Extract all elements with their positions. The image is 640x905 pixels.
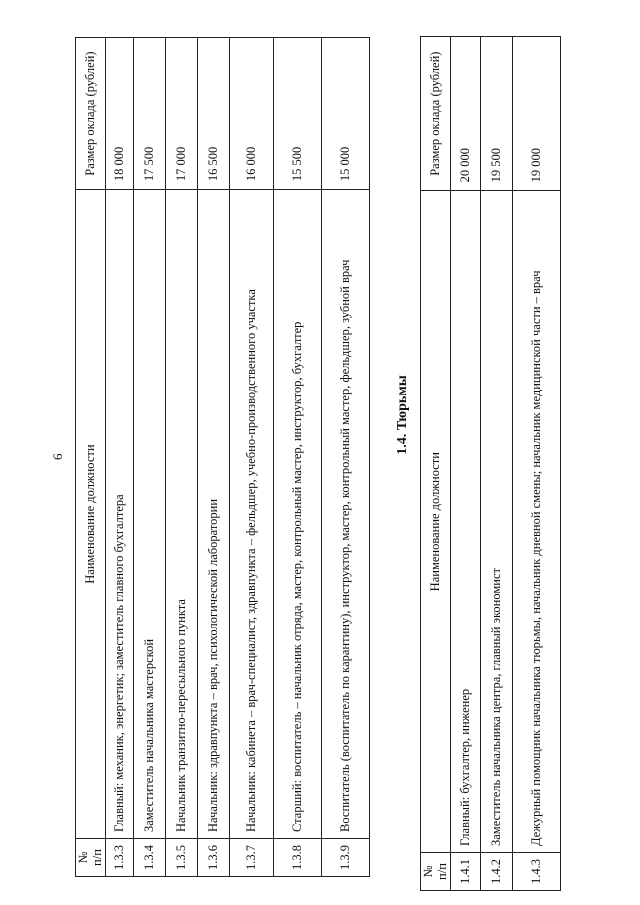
- table-row: [273, 38, 321, 877]
- row-name: Дежурный помощник начальника тюрьмы, начальник дневной смены; начальник медицинской части – врач: [512, 191, 560, 853]
- salary-table-2: [420, 36, 561, 891]
- table-row: [512, 37, 560, 891]
- header-salary: Размер оклада (рублей): [421, 37, 451, 191]
- row-salary: 17 500: [133, 38, 165, 190]
- row-salary: 15 000: [321, 38, 369, 190]
- row-salary: 19 000: [512, 37, 560, 191]
- row-salary: 17 000: [165, 38, 197, 190]
- row-num: 1.4.3: [512, 853, 560, 891]
- row-salary: 19 500: [480, 37, 512, 191]
- row-salary: 16 500: [197, 38, 229, 190]
- row-name: Главный: механик, энергетик; заместитель главного бухгалтера: [105, 190, 133, 839]
- header-num: № п/п: [76, 839, 106, 877]
- row-num: 1.3.7: [229, 839, 273, 877]
- header-salary: Размер оклада (рублей): [76, 38, 106, 190]
- header-name: Наименование должности: [421, 191, 451, 853]
- table-header-row: [421, 37, 451, 891]
- row-salary: 20 000: [450, 37, 480, 191]
- row-name: Заместитель начальника мастерской: [133, 190, 165, 839]
- row-num: 1.3.4: [133, 839, 165, 877]
- section-title: 1.4. Тюрьмы: [395, 375, 410, 455]
- table-row: [229, 38, 273, 877]
- row-name: Воспитатель (воспитатель по карантину), инструктор, мастер, контрольный мастер, фельдшер, зубной врач: [321, 190, 369, 839]
- table-row: [480, 37, 512, 891]
- row-salary: 16 000: [229, 38, 273, 190]
- salary-table-1: [75, 37, 370, 877]
- table-row: [133, 38, 165, 877]
- row-salary: 15 500: [273, 38, 321, 190]
- page-number: 6: [50, 453, 65, 460]
- row-num: 1.4.1: [450, 853, 480, 891]
- row-num: 1.3.6: [197, 839, 229, 877]
- row-num: 1.3.8: [273, 839, 321, 877]
- table-row: [105, 38, 133, 877]
- table-row: [165, 38, 197, 877]
- header-num: № п/п: [421, 853, 451, 891]
- header-name: Наименование должности: [76, 190, 106, 839]
- row-name: Заместитель начальника центра, главный экономист: [480, 191, 512, 853]
- row-num: 1.3.9: [321, 839, 369, 877]
- table-row: [197, 38, 229, 877]
- row-name: Начальник: кабинета – врач-специалист, здравпункта – фельдшер, учебно-производственного участка: [229, 190, 273, 839]
- row-name: Старший: воспитатель – начальник отряда, мастер, контрольный мастер, инструктор, бухгалтер: [273, 190, 321, 839]
- row-name: Начальник: здравпункта – врач, психологической лаборатории: [197, 190, 229, 839]
- row-num: 1.3.5: [165, 839, 197, 877]
- row-num: 1.3.3: [105, 839, 133, 877]
- table-row: [450, 37, 480, 891]
- row-salary: 18 000: [105, 38, 133, 190]
- row-name: Главный: бухгалтер, инженер: [450, 191, 480, 853]
- table-header-row: [76, 38, 106, 877]
- row-name: Начальник транзитно-пересыльного пункта: [165, 190, 197, 839]
- row-num: 1.4.2: [480, 853, 512, 891]
- table-row: [321, 38, 369, 877]
